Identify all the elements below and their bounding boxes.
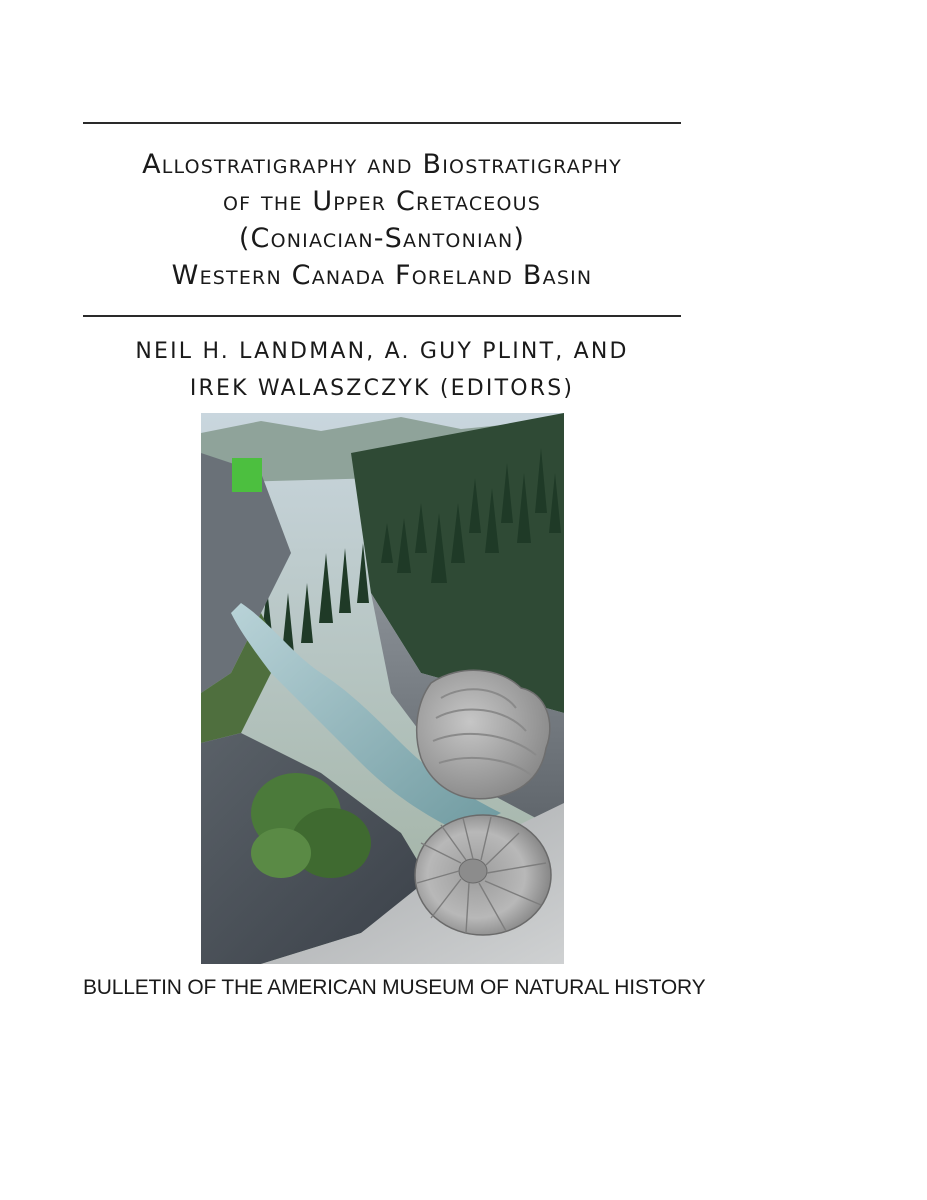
book-title [83,146,681,294]
ammonite-fossil [415,815,551,935]
cover-photo [201,413,564,964]
title-line-4: Western Canada Foreland Basin [171,260,593,291]
title-line-1: Allostratigraphy and Biostratigraphy [142,149,622,180]
middle-rule [83,315,681,317]
top-rule [83,122,681,124]
title-line-2: of the Upper Cretaceous [222,186,542,217]
editors-line-2: IREK WALASZCZYK (EDITORS) [189,376,575,401]
accent-square [232,458,262,492]
editors-block [83,333,681,407]
editors-line-1: NEIL H. LANDMAN, A. GUY PLINT, AND [135,339,629,364]
series-name: BULLETIN OF THE AMERICAN MUSEUM OF NATURAL HISTORY [83,976,706,999]
title-line-3: (Coniacian-Santonian) [238,223,526,254]
canyon-fossil-illustration [201,413,564,964]
